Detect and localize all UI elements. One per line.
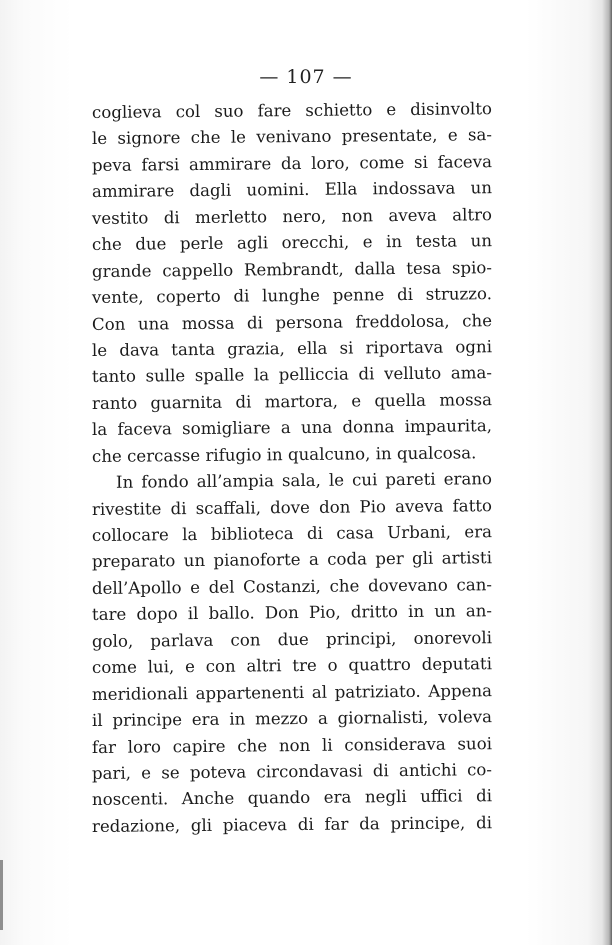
text-line: meridionali appartenenti al patriziato. Appena — [91, 680, 493, 704]
text-line: che due perle agli orecchi, e in testa un — [91, 231, 493, 255]
text-line: tanto sulle spalle la pelliccia di velluto ama- — [91, 363, 493, 387]
text-line: peva farsi ammirare da loro, come si faceva — [91, 152, 493, 175]
text-line: redazione, gli piaceva di far da principe, di — [91, 812, 493, 836]
page-edge-shadow — [602, 0, 612, 945]
text-line: che cercasse rifugio in qualcuno, in qualcosa. — [91, 442, 477, 466]
text-line: dell’Apollo e del Costanzi, che dovevano can- — [91, 575, 493, 598]
text-line: vente, coperto di lunghe penne di struzzo. — [91, 284, 493, 308]
text-line: le dava tanta grazia, ella si riportava ogni — [91, 337, 493, 360]
text-line: rivestite di scaffali, dove don Pio aveva fatto — [91, 495, 493, 519]
text-line: come lui, e con altri tre o quattro deputati — [91, 654, 493, 678]
text-line: In fondo all’ampia sala, le cui pareti erano — [115, 469, 493, 492]
text-line: noscenti. Anche quando era negli uffici di — [91, 786, 493, 810]
text-line: Con una mossa di persona freddolosa, che — [91, 310, 493, 334]
binding-mark — [0, 860, 3, 930]
body-text — [92, 100, 492, 840]
text-line: ranto guarnita di martora, e quella mossa — [91, 389, 493, 413]
text-line: il principe era in mezzo a giornalisti, voleva — [91, 707, 493, 731]
text-line: la faceva somigliare a una donna impaurita, — [91, 416, 493, 440]
text-line: coglieva col suo fare schietto e disinvolto — [91, 99, 493, 122]
text-line: far loro capire che non li considerava suoi — [91, 733, 493, 757]
text-line: ammirare dagli uomini. Ella indossava un — [91, 178, 493, 202]
page-number: — 107 — — [259, 66, 353, 88]
text-line: collocare la biblioteca di casa Urbani, era — [91, 522, 493, 545]
text-line: golo, parlava con due principi, onorevoli — [91, 627, 493, 651]
text-line: le signore che le venivano presentate, e sa- — [91, 125, 493, 149]
text-line: grande cappello Rembrandt, dalla tesa spio- — [91, 257, 493, 281]
text-line: pari, e se poteva circondavasi di antichi co- — [91, 760, 493, 783]
text-line: vestito di merletto nero, non aveva altro — [91, 204, 493, 228]
text-line: tare dopo il ballo. Don Pio, dritto in un an- — [91, 601, 493, 625]
text-line: preparato un pianoforte a coda per gli artisti — [91, 548, 493, 572]
